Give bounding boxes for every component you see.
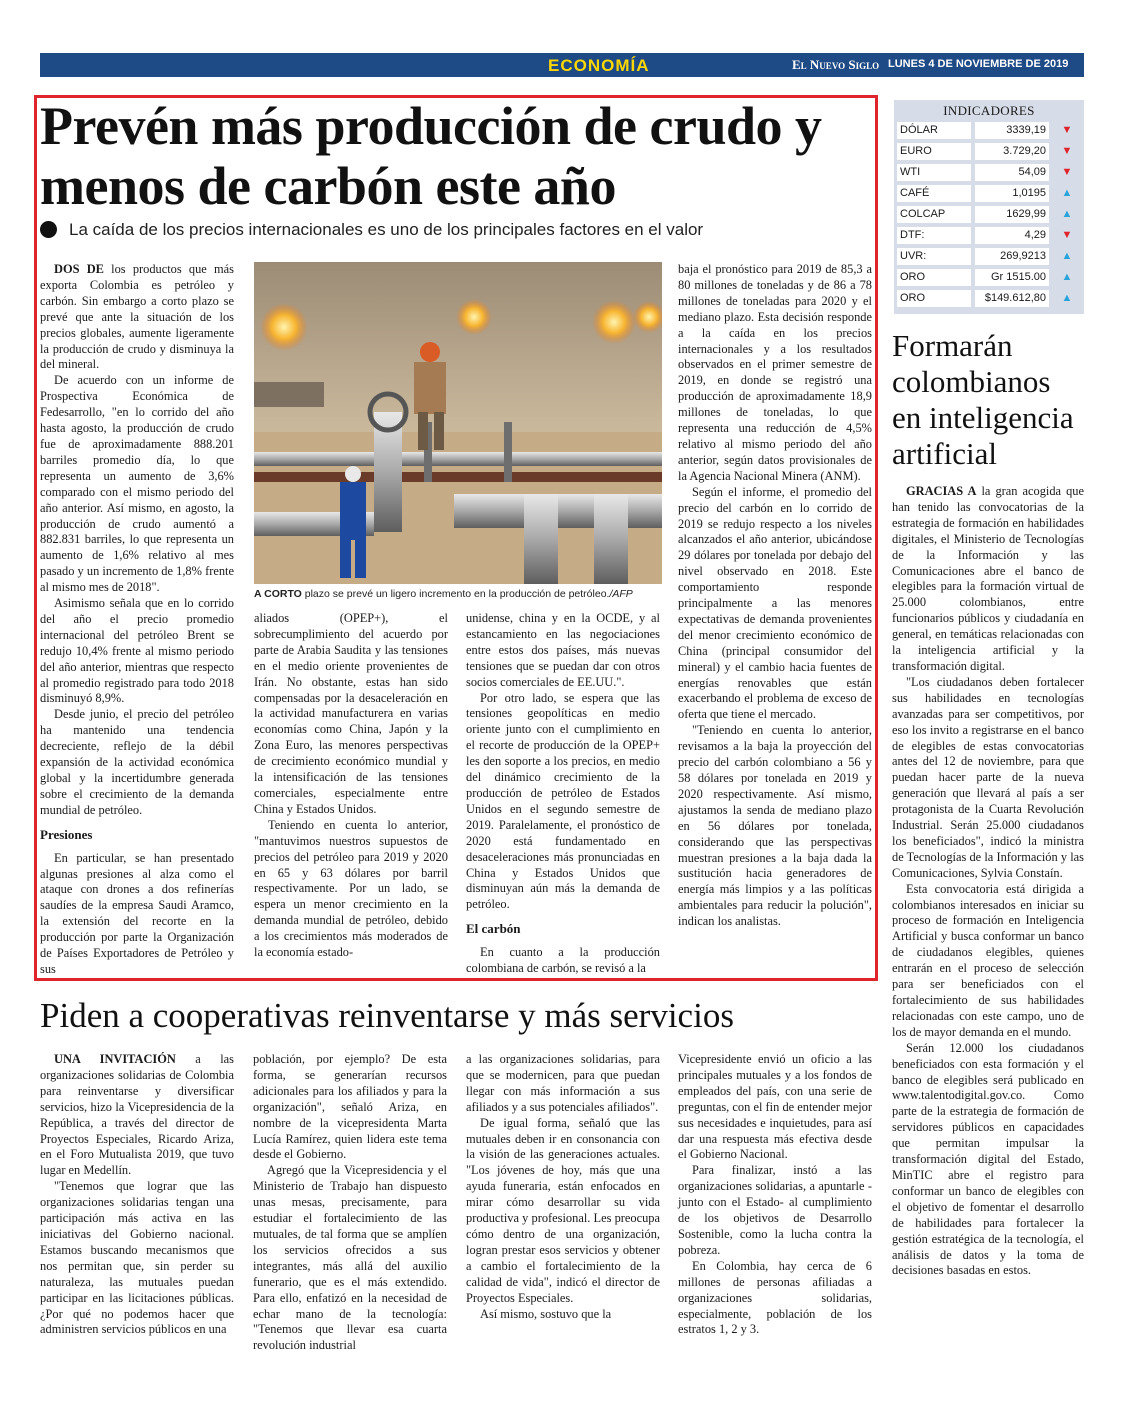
lead-in: GRACIAS A (906, 484, 977, 498)
main-subhead (40, 220, 870, 240)
oil-field-photo (254, 262, 662, 584)
indicator-value: 3339,19 (975, 122, 1049, 139)
trend-up-icon: ▲ (1061, 208, 1073, 220)
trend-up-icon: ▲ (1061, 292, 1073, 304)
paragraph: Esta convocatoria está dirigida a colombianos interesados en iniciar su proceso de formación en Inteligencia Artificial y busca conformar un banco de ciudadanos elegibles, quienes entrarán en el proceso de selección para ser beneficiados con el fortalecimiento de sus habilidades relacionadas con este campo, uno de los de mayor demanda en el mundo. (892, 881, 1084, 1039)
trend-down-icon: ▼ (1061, 145, 1073, 157)
paragraph: unidense, china y en la OCDE, y al estancamiento en las negociaciones entre estos dos países, más nuevas tensiones que se puedan dar con otros socios comerciales de EE.UU.". (466, 611, 660, 689)
paragraph: Serán 12.000 los ciudadanos beneficiados con esta formación y el banco de elegibles será publicado en www.talentodigital.gov.co. Como parte de la estrategia de formación de servidores públicos en capacidades que permitan impulsar la transformación digital del Estado, MinTIC abre el registro para conformar un banco de elegibles con el objetivo de fomentar el desarrollo de habilidades para fortalecer la gestión estratégica de la tecnología, el análisis de datos y la toma de decisiones basadas en estos. (892, 1040, 1084, 1278)
paragraph: "Tenemos que lograr que las organizaciones solidarias tengan una participación más activa en las iniciativas del Gobierno nacional. Estamos buscando mecanismos que nos permitan que, sin perder su naturaleza, las mutuales puedan participar en las licitaciones públicas. ¿Por qué no podemos hacer que administren servicios públicos en una (40, 1179, 234, 1337)
trend-up-icon: ▲ (1061, 187, 1073, 199)
indicator-label: EURO (897, 143, 971, 160)
indicator-row (897, 227, 1081, 244)
indicator-label: WTI (897, 164, 971, 181)
main-article-column-2 (254, 611, 448, 961)
trend-up-icon: ▲ (1061, 271, 1073, 283)
paragraph: "Teniendo en cuenta lo anterior, revisamos a la baja la proyección del precio del carbón colombiano a 56 y 58 dólares por tonelada en 2019 y 2020 respectivamente. Así mismo, ajustamos la senda de mediano plazo en 56 dólares por tonelada, considerando que las perspectivas muestran presiones a la baja dada la sustitución hacia generadores de energía más limpios y a las políticas ambientales para reducir la polución", indican los analistas. (678, 723, 872, 929)
indicator-label: COLCAP (897, 206, 971, 223)
subhead-text: La caída de los precios internacionales es uno de los principales factores en el valor (69, 220, 704, 239)
second-headline: Piden a cooperativas reinventarse y más servicios (40, 996, 734, 1035)
article-photo (254, 262, 662, 584)
indicator-row (897, 206, 1081, 223)
second-article-column-2 (253, 1052, 447, 1354)
paragraph: GRACIAS A la gran acogida que han tenido las convocatorias de la estrategia de formación en habilidades digitales, el Ministerio de Tecnologías de la Información y las Comunicaciones abre el banco de elegibles para la formación virtual de 25.000 colombianos, entre funcionarios públicos y ciudadanía en general, en temáticas relacionadas con la inteligencia artificial y la transformación digital. (892, 484, 1084, 673)
indicator-row (897, 185, 1081, 202)
trend-up-icon: ▲ (1061, 250, 1073, 262)
paragraph: Desde junio, el precio del petróleo ha mantenido una tendencia decreciente, reflejo de la débil expansión de la actividad económica global y la incertidumbre generada sobre el crecimiento de la demanda mundial de petróleo. (40, 707, 234, 817)
paragraph: De igual forma, señaló que las mutuales deben ir en consonancia con la visión de las generaciones actuales. "Los jóvenes de hoy, más que una ayuda funeraria, están enfocados en mirar cómo desarrollar su vida productiva y profesional. Les preocupa cómo dentro de una organización, logran prestar esos servicios y obtener a cambio el fortalecimiento de la calidad de vida", indicó el director de Proyectos Especiales. (466, 1115, 660, 1305)
main-article-column-4 (678, 262, 872, 930)
trend-down-icon: ▼ (1061, 166, 1073, 178)
section-subhead: Presiones (40, 826, 93, 842)
indicator-value: Gr 1515.00 (975, 269, 1049, 286)
indicator-value: 1629,99 (975, 206, 1049, 223)
market-indicators (894, 100, 1084, 314)
side-headline: Formarán colombianos en inteligencia artificial (892, 328, 1074, 471)
paragraph: Agregó que la Vicepresidencia y el Ministerio de Trabajo han dispuesto unas mesas, precisamente, para estudiar el fortalecimiento de las mutuales, de tal forma que se amplíen los servicios ofrecidos a sus integrantes, más allá del auxilio funerario, que es el más extendido. Para ello, enfatizó en la necesidad de echar mano de la tecnología: "Tenemos que llevar esa cuarta revolución industrial (253, 1163, 447, 1353)
indicator-label: UVR: (897, 248, 971, 265)
trend-down-icon: ▼ (1061, 229, 1073, 241)
photo-caption: A CORTO plazo se prevé un ligero incremento en la producción de petróleo./AFP (254, 588, 633, 600)
indicator-row (897, 143, 1081, 160)
paragraph: UNA INVITACIÓN a las organizaciones solidarias de Colombia para reinventarse y diversificar servicios, hizo la Vicepresidencia de la República, a través del director de Proyectos Especiales, Ricardo Ariza, en el Foro Mutualista 2019, que tuvo lugar en Medellín. (40, 1052, 234, 1178)
issue-date: LUNES 4 DE NOVIEMBRE DE 2019 (888, 58, 1069, 70)
indicator-value: 1,0195 (975, 185, 1049, 202)
paragraph: Teniendo en cuenta lo anterior, "mantuvimos nuestros supuestos de precios del petróleo para 2019 y 2020 en 65 y 63 dólares por barril respectivamente. Por un lado, se espera un menor crecimiento en la demanda mundial de petróleo, debido a los crecimientos más moderados de la economía estado- (254, 817, 448, 960)
indicator-row (897, 290, 1081, 307)
paragraph: Por otro lado, se espera que las tensiones geopolíticas en medio oriente junto con el cumplimiento en el recorte de producción de la OPEP+ les den soporte a los precios, en medio del dinámico crecimiento de la producción de petróleo de Estados Unidos en el segundo semestre de 2019. Paralelamente, el pronóstico de 2020 está fundamentado en desaceleraciones más pronunciadas en China y Estados Unidos que disminuyan aún más la demanda de petróleo. (466, 690, 660, 912)
section-subhead: El carbón (466, 921, 521, 937)
paragraph: aliados (OPEP+), el sobrecumplimiento del acuerdo por parte de Arabia Saudita y las tensiones en el medio oriente provenientes de Irán. No obstante, estas han sido compensadas por la desaceleración en la actividad manufacturera en varias economías como China, Japón y la Zona Euro, las menores perspectivas de crecimiento económico mundial y la intensificación de las tensiones comerciales, especialmente entre China y Estados Unidos. (254, 611, 448, 816)
indicator-label: ORO (897, 290, 971, 307)
paragraph: Vicepresidente envió un oficio a las principales mutuales y a los fondos de empleados del país, con una serie de preguntas, con el fin de entender mejor sus necesidades e inquietudes, para así dar una respuesta más efectiva desde el Gobierno Nacional. (678, 1052, 872, 1162)
paragraph: Para finalizar, instó a las organizaciones solidarias, a apuntarle -junto con el Estado- al cumplimiento de los objetivos de Desarrollo Sostenible, como la lucha contra la pobreza. (678, 1163, 872, 1257)
paragraph: DOS DE los productos que más exporta Colombia es petróleo y carbón. Sin embargo a corto plazo se prevé que ante la situación de los precios globales, aumente ligeramente la producción de crudo y disminuya la del mineral. (40, 262, 234, 372)
paragraph: Según el informe, el promedio del precio del carbón en lo corrido de 2019 se redujo respecto a los niveles alcanzados el año anterior, ubicándose 29 dólares por tonelada por debajo del nivel observado en 2018. Este comportamiento responde principalmente a las menores expectativas de demanda provenientes del menor crecimiento económico de China (principal consumidor del mineral) y el cambio hacia fuentes de energías renovables que están exacerbando el problema de exceso de oferta que tiene el mercado. (678, 484, 872, 722)
indicator-row (897, 164, 1081, 181)
side-article-column (892, 484, 1084, 1279)
second-article-column-4 (678, 1052, 872, 1338)
lead-in: UNA INVITACIÓN (54, 1052, 176, 1066)
indicator-label: DÓLAR (897, 122, 971, 139)
paragraph: En particular, se han presentado algunas presiones al alza como el ataque con drones a dos refinerías saudíes de la empresa Saudi Aramco, la extensión del recorte en la producción por parte la Organización de Países Exportadores de Petróleo y sus (40, 850, 234, 976)
paragraph: Asimismo señala que en lo corrido del año el precio promedio internacional del petróleo Brent se redujo 10,4% frente al mismo periodo del año anterior, mientras que respecto al promedio registrado para todo 2018 disminuyó 8,9%. (40, 596, 234, 706)
lead-in: DOS DE (54, 262, 104, 276)
indicator-value: $149.612,80 (975, 290, 1049, 307)
indicator-label: ORO (897, 269, 971, 286)
bullet-icon (40, 221, 57, 238)
paragraph: "Los ciudadanos deben fortalecer sus habilidades en tecnologías avanzadas para ser competitivos, por eso los invito a registrarse en el banco de elegibles de estas convocatorias antes del 12 de noviembre, para que puedan hacer parte de la nueva generación que llevará al país a ser protagonista de la Cuarta Revolución Industrial. Serán 25.000 ciudadanos los beneficiados", indicó la ministra de Tecnologías de la Información y las Comunicaciones, Sylvia Constaín. (892, 674, 1084, 880)
second-article-column-3 (466, 1052, 660, 1322)
second-article-column-1 (40, 1052, 234, 1338)
paragraph: En cuanto a la producción colombiana de carbón, se revisó a la (466, 945, 660, 976)
section-title: ECONOMÍA (548, 56, 650, 75)
newspaper-name: El Nuevo Siglo (792, 57, 880, 72)
paragraph: a las organizaciones solidarias, para que se modernicen, para que puedan llegar con más información a sus afiliados y a sus potenciales afiliados". (466, 1052, 660, 1114)
main-article-column-1 (40, 262, 234, 978)
indicator-value: 269,9213 (975, 248, 1049, 265)
indicator-row (897, 248, 1081, 265)
indicator-row (897, 122, 1081, 139)
indicator-value: 4,29 (975, 227, 1049, 244)
main-headline: Prevén más producción de crudo y menos de carbón este año (40, 96, 822, 216)
indicator-value: 3.729,20 (975, 143, 1049, 160)
indicator-value: 54,09 (975, 164, 1049, 181)
paragraph: De acuerdo con un informe de Prospectiva Económica de Fedesarrollo, "en lo corrido del año hasta agosto, la producción de crudo fue de aproximadamente 888.201 barriles promedio día, lo que representa un aumento de 3,6% comparado con el mismo periodo del año anterior. Así mismo, en agosto, la producción de crudo aumentó a 882.831 barriles, lo que representa un aumento de 1,6% relativo al mes pasado y un incremento de 1,8% frente al mismo mes de 2018". (40, 373, 234, 595)
paragraph: población, por ejemplo? De esta forma, se generarían recursos adicionales para los afiliados y para la organización", señaló Ariza, en nombre de la vicepresidenta Marta Lucía Ramírez, quien lidera este tema desde el Gobierno. (253, 1052, 447, 1162)
indicator-row (897, 269, 1081, 286)
photo-credit: /AFP (609, 588, 633, 600)
page-header-bar (40, 53, 1120, 77)
page-number: 3B (1096, 54, 1120, 74)
indicator-label: DTF: (897, 227, 971, 244)
trend-down-icon: ▼ (1061, 124, 1073, 136)
paragraph: baja el pronóstico para 2019 de 85,3 a 80 millones de toneladas y de 86 a 78 millones de toneladas para 2020 y el mediano plazo. Esta decisión responde a la caída en los precios internacionales y a los resultados observados en el primer semestre de 2019, en donde se registró una producción de aproximadamente 18,9 millones de toneladas, lo que representa una reducción de 4,5% relativo al mismo periodo del año anterior, según datos provisionales de la Agencia Nacional Minera (ANM). (678, 262, 872, 483)
main-article-column-3 (466, 611, 660, 977)
paragraph: Así mismo, sostuvo que la (480, 1306, 612, 1321)
indicators-title: INDICADORES (943, 103, 1035, 118)
paragraph: En Colombia, hay cerca de 6 millones de personas afiliadas a organizaciones solidarias, especialmente, población de los estratos 1, 2 y 3. (678, 1258, 872, 1337)
indicator-label: CAFÉ (897, 185, 971, 202)
